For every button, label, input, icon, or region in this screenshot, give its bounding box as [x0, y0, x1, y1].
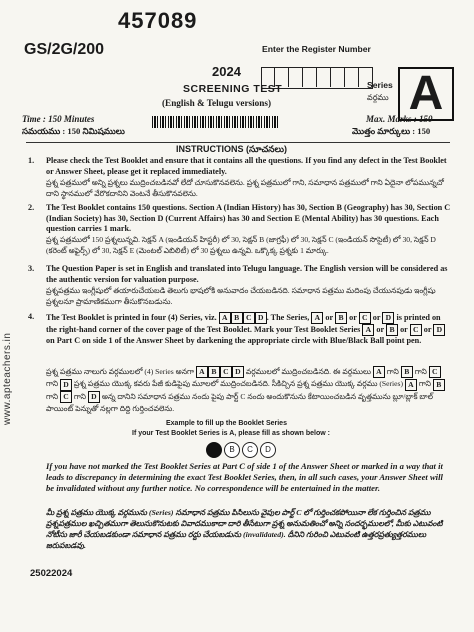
instruction-3-telugu: ప్రశ్నపత్రము ఇంగ్లీషులో తయారుచేయబడి తెలుగు భాషలోకి అనువాదం చేయబడినది. సమాధాన పత్రము మదింపు చేయునపుడు ఇంగ్లీషు ప్రశ్నలనూ ప్రామాణికముగా తీసుకొనబడును.	[46, 286, 436, 306]
series-letter-box: A	[398, 67, 454, 121]
exam-title: SCREENING TEST	[183, 83, 283, 95]
register-number-label: Enter the Register Number	[262, 44, 371, 54]
exam-year: 2024	[212, 64, 241, 79]
instruction-number: 4.	[28, 312, 35, 321]
warning-telugu: మీ ప్రశ్న పత్రము యొక్క వర్గమును (Series) సమాధాన పత్రము పిసిలుసు వైపుల పార్ట్ C లో గుర్తించకపోయినా లేక గుర్తించిన పత్రము ప్రశ్నపత్రముల ఖచ్చితముగా తెలుసుకొనుటకు వివాదముకాదా దారి తీసేటుగా ప్రశ్న అనుమతించో అన్ని సందర్భములలో, మీకు ఎటువంటి నోటీసు జారీ చేయబడకుండా సమాధాన పత్రము రద్దు చేయబడును (invalidated). దీనిని గురించి ఎటువంటి ఉత్తరప్రత్యుత్తరములు జరుపబడవు.	[46, 508, 443, 550]
example-bubble-b: B	[224, 442, 240, 458]
paper-code: GS/2G/200	[24, 41, 105, 58]
instruction-number: 1.	[28, 156, 35, 165]
instructions-heading: INSTRUCTIONS (సూచనలు)	[176, 144, 287, 154]
instruction-1-english: Please check the Test Booklet and ensure that it contains all the questions. If you find any defect in the Test Booklet or Answer Sheet, please get it replaced immediately.	[46, 156, 447, 176]
marks-telugu: మొత్తం మార్కులు : 150	[352, 126, 431, 136]
instruction-number: 2.	[28, 203, 35, 212]
booklet-number: 457089	[118, 8, 198, 33]
time-english: Time : 150 Minutes	[22, 114, 95, 124]
divider	[26, 142, 450, 143]
side-watermark: www.apteachers.in	[2, 332, 13, 425]
exam-versions: (English & Telugu versions)	[162, 98, 272, 108]
instruction-2-telugu: ప్రశ్న పత్రములో 150 ప్రశ్నలున్నవి. సెక్షన్ A (ఇండియన్ హిస్టరీ) లో 30, సెక్షన్ B (జాగ్రఫీ) లో 30, సెక్షన్ C (ఇండియన్ సొసైటీ) లో 30, సెక్షన్ D (కరెంట్ అఫైర్స్) లో 30, సెక్షన్ E (మెంటల్ ఎబిలిటీ) లో 30 ప్రశ్నలు ఉన్నవి. ఒక్కొక్క ప్రశ్నకు 1 మార్కు.	[46, 235, 436, 255]
example-instruction: If your Test Booklet Series is A, please fill as shown below :	[132, 430, 330, 437]
example-heading: Example to fill up the Booklet Series	[166, 420, 287, 427]
barcode	[152, 116, 278, 128]
example-bubble-d: D	[260, 442, 276, 458]
instruction-number: 3.	[28, 264, 35, 273]
instruction-3-english: The Question Paper is set in English and translated into Telugu language. The English version will be considered as the authentic version for valuation purpose.	[46, 264, 448, 284]
series-label: Series	[367, 80, 393, 90]
instruction-1-telugu: ప్రశ్న పత్రములో అన్ని ప్రశ్నలు ముద్రించబడినవో లేదో చూసుకొనవలెను. ప్రశ్న పత్రములో గాని, సమాధాన పత్రములో గాని ఏదైనా లోపమున్నచో దాని స్థానములో వేరొకదానిని వెంటనే తీసుకొనవలెను.	[46, 178, 444, 198]
time-telugu: సమయము : 150 నిమిషములు	[22, 126, 125, 136]
series-label-telugu: వర్గము	[367, 93, 389, 102]
instruction-2-english: The Test Booklet contains 150 questions. Section A (Indian History) has 30, Section B (Geography) has 30, Section C (Indian Society) has 30, Section D (Current Affairs) has 30 and Section E (Mental Ability) has 30 questions. Each question carries 1 mark.	[46, 203, 451, 233]
example-bubble-a-filled	[206, 442, 222, 458]
example-bubble-c: C	[242, 442, 258, 458]
footer-code: 25022024	[30, 568, 73, 579]
warning-english: If you have not marked the Test Booklet Series at Part C of side 1 of the Answer Sheet or marked in a way that it leads to discrepancy in determining the exact Test Booklet Series, then, in all such cases, your Answer Sheet will be invalidated without any further notice. No correspondence will be entertained in the matter.	[46, 461, 443, 493]
instruction-4-telugu: ప్రశ్న పత్రము నాలుగు వర్గములలో (4) Series అనగా A B C D వర్గములలో ముద్రించబడినది. ఈ వర్గములు A గాని B గాని C గాని D ప్రశ్న పత్రము యొక్క కవరు పేజీ కుడిపైపు మూలలో ముద్రించబడినది. సీకిచ్చిన ప్రశ్న పత్రము యొక్క వర్గము (Series) A గాని B గాని C గాని D అన్న దానిని సమాధాన పత్రము నందు పైపు పార్ట్ C నందు అందుకొనును కేటాయించబడిన వృత్తమును బ్లూ/బ్లాక్ బాల్ పాయింట్ పెన్నుతో నల్లగా దిద్ది గుర్తించవలెను.	[46, 366, 452, 416]
marks-english: Max. Marks : 150	[366, 114, 433, 124]
instruction-4-english: The Test Booklet is printed in four (4) Series, viz. A B C D . The Series, A or B or C or D is printed on the right-hand corner of the cover page of the Test Booklet. Mark your Test Booklet Series A or B or C or D on Part C on side 1 of the Answer Sheet by darkening the appropriate circle with Blue/Black Ball point pen.	[46, 312, 452, 347]
